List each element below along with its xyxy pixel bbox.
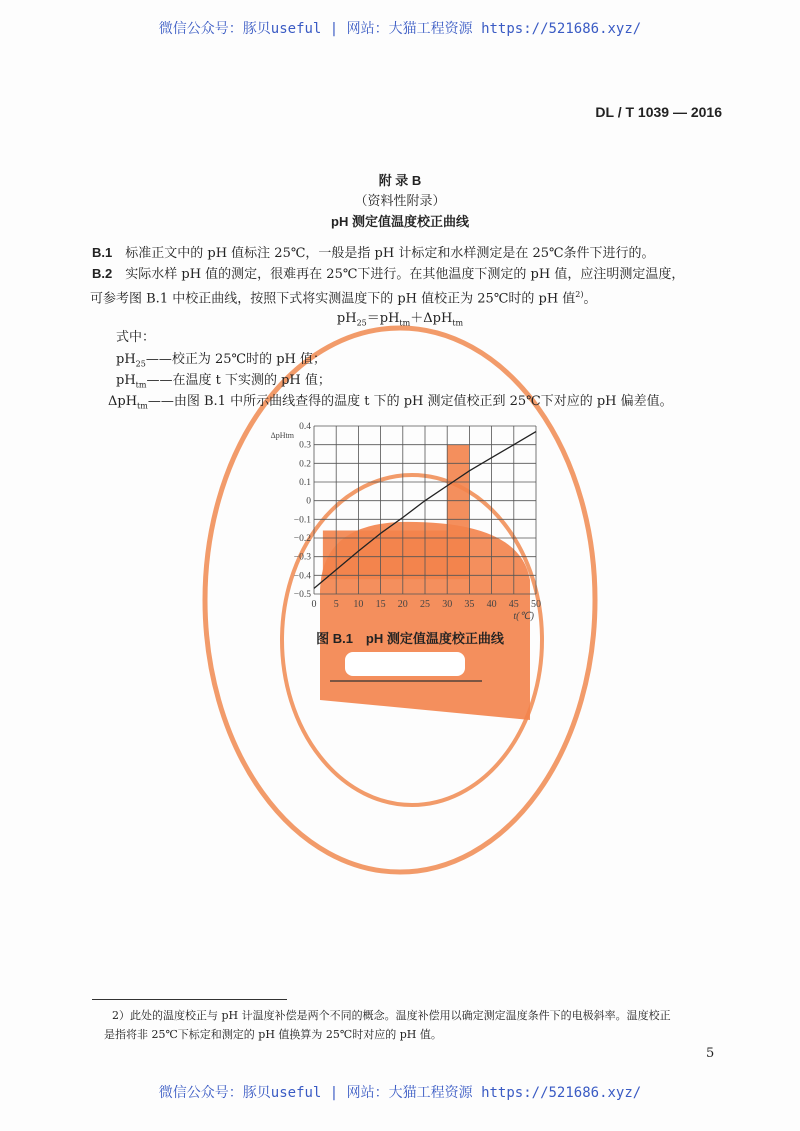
y-tick-label: 0: [306, 496, 311, 507]
def-symbol: ΔpH: [108, 394, 138, 409]
footnote-line: 是指将非 25℃下标定和测定的 pH 值换算为 25℃时对应的 pH 值。: [104, 1028, 442, 1041]
def-symbol: pH: [116, 352, 136, 367]
y-tick-label: 0.4: [299, 422, 311, 432]
formula-part: pH: [336, 311, 357, 326]
appendix-title: 附 录 B: [378, 173, 422, 188]
clause-text: 实际水样 pH 值的测定，很难再在 25℃下进行。在其他温度下测定的 pH 值，应注明测定温度，: [125, 267, 685, 282]
y-tick-label: −0.4: [293, 571, 311, 582]
x-tick-label: 40: [486, 599, 497, 610]
paragraph-b2-cont: 可参考图 B.1 中校正曲线，按照下式将实测温度下的 pH 值校正为 25℃时的 pH 值$^{2)}$。: [90, 290, 597, 307]
formula-sub: tm: [452, 318, 464, 328]
y-tick-label: −0.2: [293, 534, 311, 544]
y-axis-label: ΔpHtm: [270, 431, 294, 440]
appendix-subtitle: （资料性附录）: [354, 194, 446, 209]
x-tick-label: 50: [531, 599, 541, 610]
footnote-ref[interactable]: 2): [575, 290, 584, 299]
clause-number: B.1: [92, 245, 113, 260]
def-text: ——校正为 25℃时的 pH 值；: [145, 352, 326, 367]
formula-part: ＋ΔpH: [410, 311, 453, 326]
formula-part: ＝pH: [366, 311, 400, 326]
def-symbol: pH: [116, 373, 136, 388]
y-tick-label: 0.3: [299, 440, 311, 451]
standard-number: DL / T 1039 — 2016: [595, 104, 722, 120]
formula-sub: 25: [356, 318, 367, 328]
footnote-line: 2）此处的温度校正与 pH 计温度补偿是两个不同的概念。温度补偿用以确定测定温度条件下的电极斜率。温度校正: [112, 1009, 671, 1022]
clause-text: 可参考图 B.1 中校正曲线，按照下式将实测温度下的 pH 值校正为 25℃时的 pH 值: [90, 291, 576, 307]
clause-number: B.2: [92, 266, 113, 281]
def-sub: tm: [137, 401, 148, 411]
watermark-bottom: 微信公众号：豚贝useful | 网站：大猫工程资源 https://521686.xyz/: [158, 1085, 642, 1101]
x-tick-label: 10: [353, 599, 364, 610]
x-tick-label: 20: [397, 599, 408, 610]
watermark-top: 微信公众号：豚贝useful | 网站：大猫工程资源 https://521686.xyz/: [158, 21, 642, 37]
x-tick-label: 15: [375, 599, 386, 610]
where-label: 式中：: [116, 330, 156, 345]
seal-logo-window: [345, 652, 465, 676]
def-text: ——在温度 t 下实测的 pH 值；: [146, 373, 331, 388]
x-tick-label: 30: [442, 599, 453, 610]
x-tick-label: 25: [420, 599, 430, 610]
y-tick-label: 0.1: [299, 478, 311, 488]
figure-caption: 图 B.1 pH 测定值温度校正曲线: [316, 631, 504, 646]
x-tick-label: 0: [311, 599, 317, 610]
x-axis-label: t(℃): [513, 611, 534, 622]
y-tick-label: −0.3: [293, 552, 311, 563]
appendix-heading: pH 测定值温度校正曲线: [331, 214, 469, 229]
def-sub: tm: [135, 380, 147, 390]
x-tick-label: 35: [464, 599, 475, 610]
formula-sub: tm: [399, 318, 411, 328]
y-tick-label: −0.5: [293, 590, 311, 600]
x-tick-label: 45: [508, 599, 519, 610]
y-tick-label: 0.2: [299, 459, 311, 470]
clause-text: 标准正文中的 pH 值标注 25℃，一般是指 pH 计标定和水样测定是在 25℃条件下进行的。: [125, 246, 655, 261]
page-number: 5: [706, 1046, 715, 1061]
def-text: ——由图 B.1 中所示曲线查得的温度 t 下的 pH 测定值校正到 25℃下对应的 pH 偏差值。: [147, 394, 673, 409]
x-tick-label: 5: [333, 599, 339, 610]
def-sub: 25: [135, 359, 146, 369]
y-tick-label: −0.1: [293, 515, 311, 526]
footnote-divider: [92, 999, 287, 1000]
